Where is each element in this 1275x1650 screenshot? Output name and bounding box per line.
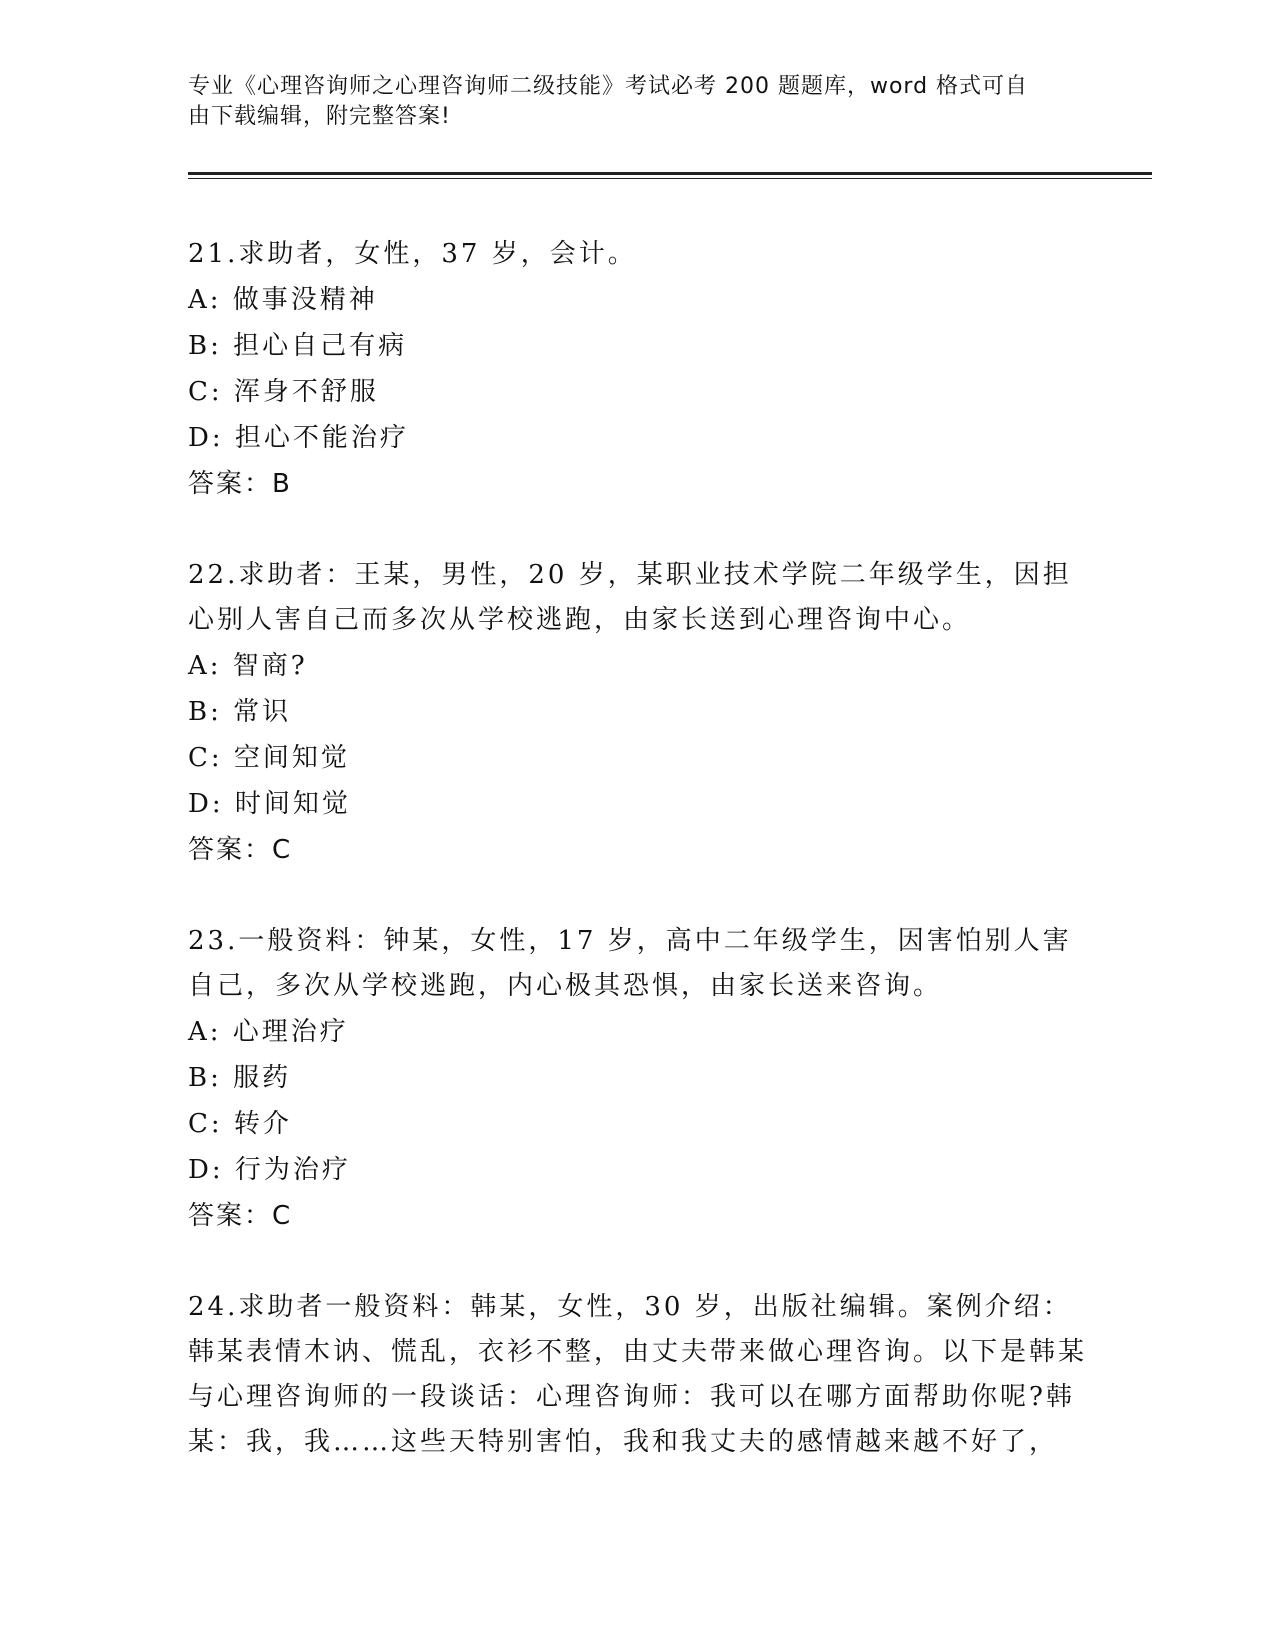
option-a: A: 心理治疗 xyxy=(188,1017,349,1047)
question-23 xyxy=(188,919,1088,1239)
answer-line: 答案：B xyxy=(188,469,292,499)
question-stem: 21.求助者，女性，37 岁，会计。 xyxy=(188,239,637,269)
question-list xyxy=(188,232,1088,1511)
option-a: A: 做事没精神 xyxy=(188,285,378,315)
header-line-2: 由下载编辑，附完整答案! xyxy=(188,104,451,129)
option-d: D: 担心不能治疗 xyxy=(188,423,409,453)
question-stem: 24.求助者一般资料：韩某，女性，30 岁，出版社编辑。案例介绍：韩某表情木讷、慌乱，衣衫不整，由丈夫带来做心理咨询。以下是韩某与心理咨询师的一段谈话：心理咨询师：我可以在哪方面帮助你呢?韩某：我，我……这些天特别害怕，我和我丈夫的感情越来越不好了， xyxy=(188,1292,1088,1457)
option-c: C: 转介 xyxy=(188,1109,292,1139)
option-b: B: 服药 xyxy=(188,1063,292,1093)
option-b: B: 常识 xyxy=(188,697,292,727)
question-24 xyxy=(188,1285,1088,1465)
question-stem: 23.一般资料：钟某，女性，17 岁，高中二年级学生，因害怕别人害自己，多次从学校逃跑，内心极其恐惧，由家长送来咨询。 xyxy=(188,926,1072,1001)
question-22 xyxy=(188,553,1088,873)
option-d: D: 时间知觉 xyxy=(188,789,351,819)
option-a: A: 智商? xyxy=(188,651,308,681)
header-divider-thin xyxy=(188,178,1152,179)
answer-line: 答案：C xyxy=(188,1201,293,1231)
option-c: C: 空间知觉 xyxy=(188,743,350,773)
option-d: D: 行为治疗 xyxy=(188,1155,351,1185)
question-stem: 22.求助者：王某，男性，20 岁，某职业技术学院二年级学生，因担心别人害自己而多次从学校逃跑，由家长送到心理咨询中心。 xyxy=(188,560,1072,635)
option-b: B: 担心自己有病 xyxy=(188,331,408,361)
question-21 xyxy=(188,232,1088,507)
header-line-1: 专业《心理咨询师之心理咨询师二级技能》考试必考 200 题题库，word 格式可自 xyxy=(188,74,1029,99)
document-header xyxy=(188,72,1068,132)
header-divider-thick xyxy=(188,172,1152,175)
option-c: C: 浑身不舒服 xyxy=(188,377,379,407)
answer-line: 答案：C xyxy=(188,835,293,865)
